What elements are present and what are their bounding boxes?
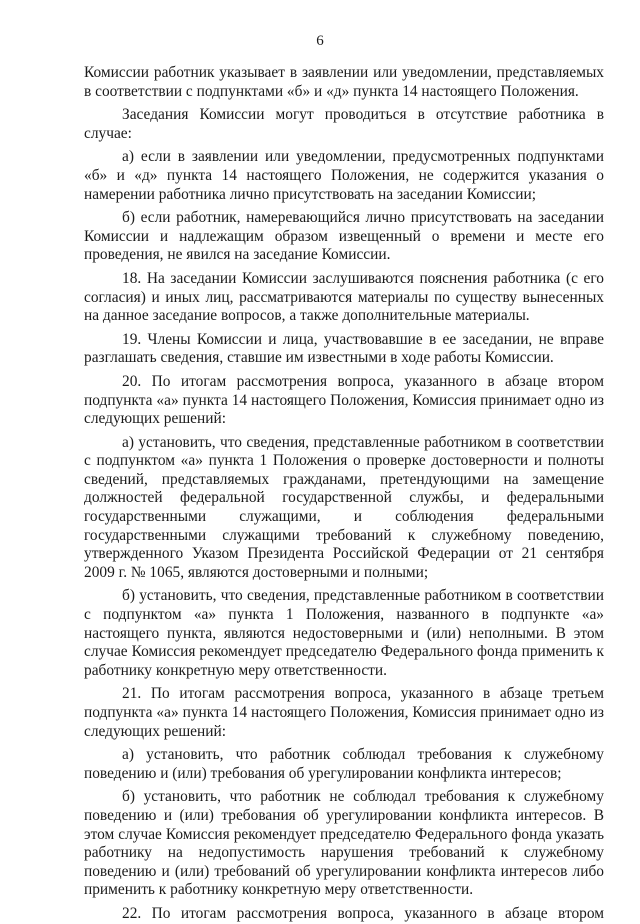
paragraph-item-21-a: а) установить, что работник соблюдал требования к служебному поведению и (или) требования об урегулировании конфликта интересов;	[84, 746, 604, 782]
paragraph-absence-cases: Заседания Комиссии могут проводиться в отсутствие работника в случае:	[84, 106, 604, 142]
page-number: 6	[316, 33, 324, 49]
paragraph-item-20: 20. По итогам рассмотрения вопроса, указанного в абзаце втором подпункта «а» пункта 14 настоящего Положения, Комиссия принимает одно из следующих решений:	[84, 372, 604, 428]
paragraph-item-20-b: б) установить, что сведения, представленные работником в соответствии с подпунктом «а» пункта 1 Положения, названного в подпункте «а» настоящего пункта, являются недостоверными и (или) неполными. В этом случае Комиссия рекомендует председателю Федерального фонда применить к работнику конкретную меру ответственности.	[84, 587, 604, 679]
paragraph-continuation: Комиссии работник указывает в заявлении или уведомлении, представляемых в соответствии с подпунктами «б» и «д» пункта 14 настоящего Положения.	[84, 64, 604, 100]
paragraph-absence-case-a: а) если в заявлении или уведомлении, предусмотренных подпунктами «б» и «д» пункта 14 настоящего Положения, не содержится указания о намерении работника лично присутствовать на заседании Комиссии;	[84, 148, 604, 203]
paragraph-item-21: 21. По итогам рассмотрения вопроса, указанного в абзаце третьем подпункта «а» пункта 14 настоящего Положения, Комиссия принимает одно из следующих решений:	[84, 685, 604, 740]
paragraph-item-22: 22. По итогам рассмотрения вопроса, указанного в абзаце втором	[122, 904, 604, 922]
paragraph-item-20-a: а) установить, что сведения, представленные работником в соответствии с подпунктом «а» пункта 1 Положения о проверке достоверности и полноты сведений, представляемых гражданами, претендующими на замещение должностей федеральной государственной службы, и федеральными государственными служащими, и соблюдения федеральными государственными служащими требований к служебному поведению, утвержденного Указом Президента Российской Федерации от 21 сентября 2009 г. № 1065, являются достоверными и полными;	[84, 433, 604, 581]
document-body	[84, 64, 604, 924]
paragraph-item-18: 18. На заседании Комиссии заслушиваются пояснения работника (с его согласия) и иных лиц, рассматриваются материалы по существу вынесенных на данное заседание вопросов, а также дополнительные материалы.	[84, 269, 604, 325]
paragraph-absence-case-b: б) если работник, намеревающийся лично присутствовать на заседании Комиссии и надлежащим образом извещенный о времени и месте его проведения, не явился на заседание Комиссии.	[84, 209, 604, 264]
paragraph-item-19: 19. Члены Комиссии и лица, участвовавшие в ее заседании, не вправе разглашать сведения, ставшие им известными в ходе работы Комиссии.	[84, 330, 604, 367]
paragraph-item-21-b: б) установить, что работник не соблюдал требования к служебному поведению и (или) требования об урегулировании конфликта интересов. В этом случае Комиссия рекомендует председателю Федерального фонда указать работнику на недопустимость нарушения требований к служебному поведению и (или) требований об урегулировании конфликта интересов либо применить к работнику конкретную меру ответственности.	[84, 788, 604, 899]
